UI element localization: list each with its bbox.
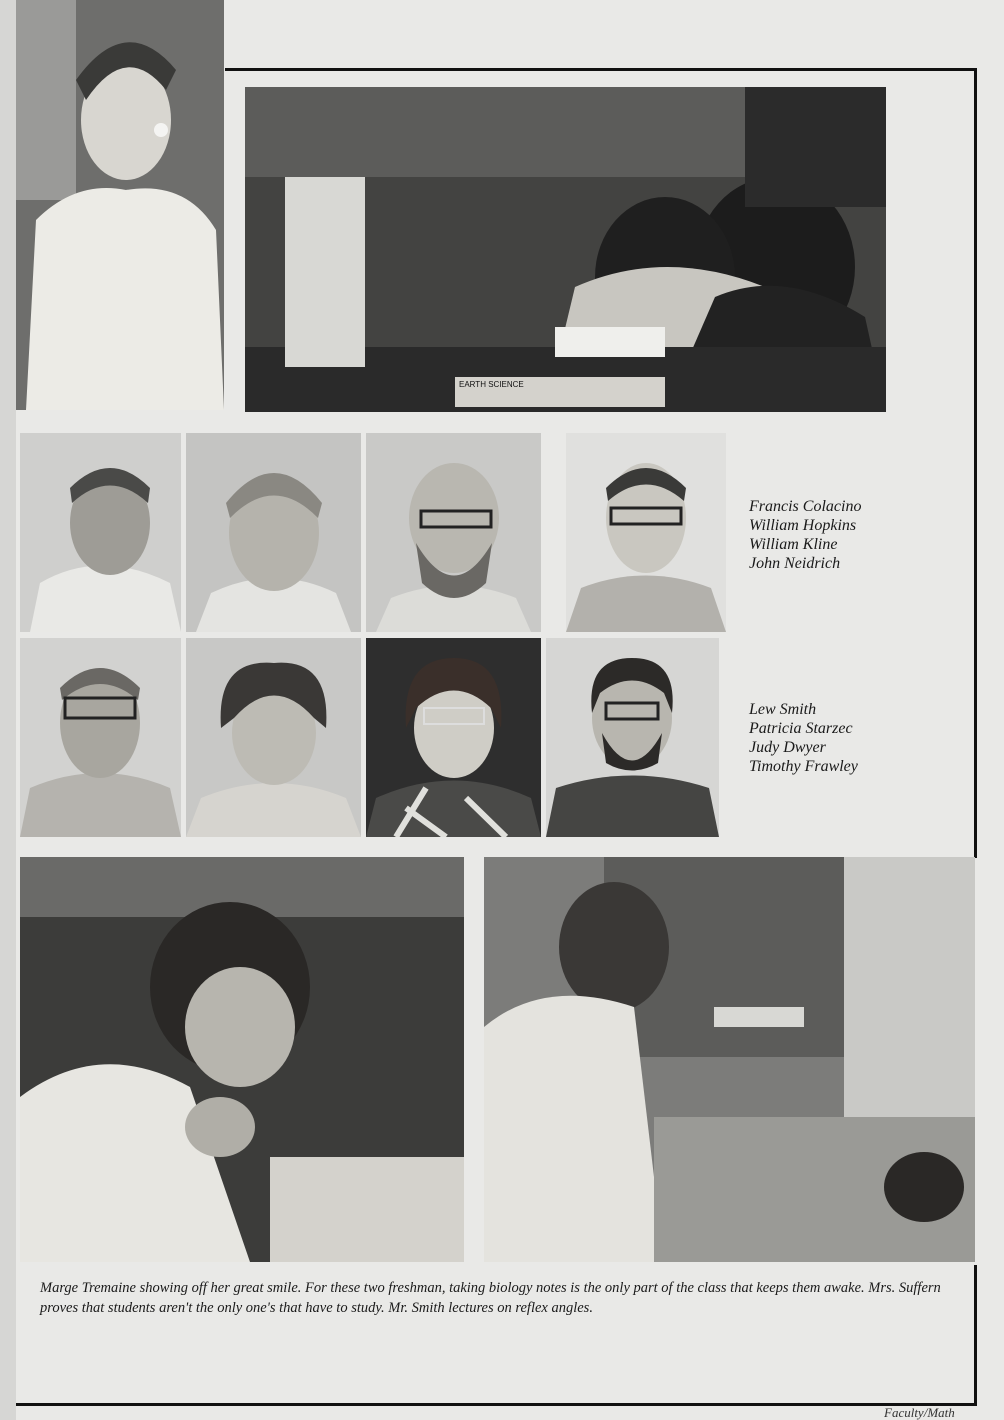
- name-john-neidrich: John Neidrich: [749, 555, 841, 572]
- name-lew-smith: Lew Smith: [749, 701, 817, 718]
- border-rule-right-lower: [974, 1265, 977, 1405]
- portrait-william-kline: [366, 433, 541, 632]
- caption: Marge Tremaine showing off her great smile. For these two freshman, taking biology notes is the only part of the class that keeps them awake. Mrs. Suffern proves that students aren't the only one's that have to study. Mr. Smith lectures on reflex angles.: [40, 1280, 941, 1316]
- portrait-john-neidrich: [566, 433, 726, 632]
- page-footer: Faculty/Math: [884, 1406, 955, 1420]
- portrait-timothy-frawley: [546, 638, 719, 837]
- portrait-judy-dwyer: [366, 638, 541, 837]
- portrait-francis-colacino: [20, 433, 181, 632]
- photo-mrs-suffern: [20, 857, 464, 1262]
- name-francis-colacino: Francis Colacino: [749, 498, 862, 515]
- portrait-william-hopkins: [186, 433, 361, 632]
- portrait-patricia-starzec: [186, 638, 361, 837]
- names-row-2: [749, 700, 858, 776]
- name-judy-dwyer: Judy Dwyer: [749, 739, 826, 756]
- photo-mr-smith: [484, 857, 975, 1262]
- border-rule-bottom: [16, 1403, 977, 1406]
- name-patricia-starzec: Patricia Starzec: [749, 720, 853, 737]
- book-label: EARTH SCIENCE: [459, 380, 524, 389]
- portrait-lew-smith: [20, 638, 181, 837]
- photo-classroom-students: [245, 87, 886, 412]
- name-william-kline: William Kline: [749, 536, 838, 553]
- border-rule-top: [225, 68, 977, 71]
- photo-marge-tremaine: [16, 0, 224, 410]
- name-william-hopkins: William Hopkins: [749, 517, 857, 534]
- name-timothy-frawley: Timothy Frawley: [749, 758, 858, 775]
- names-row-1: [749, 497, 861, 573]
- border-rule-right: [974, 68, 977, 858]
- page-edge: [0, 0, 16, 1420]
